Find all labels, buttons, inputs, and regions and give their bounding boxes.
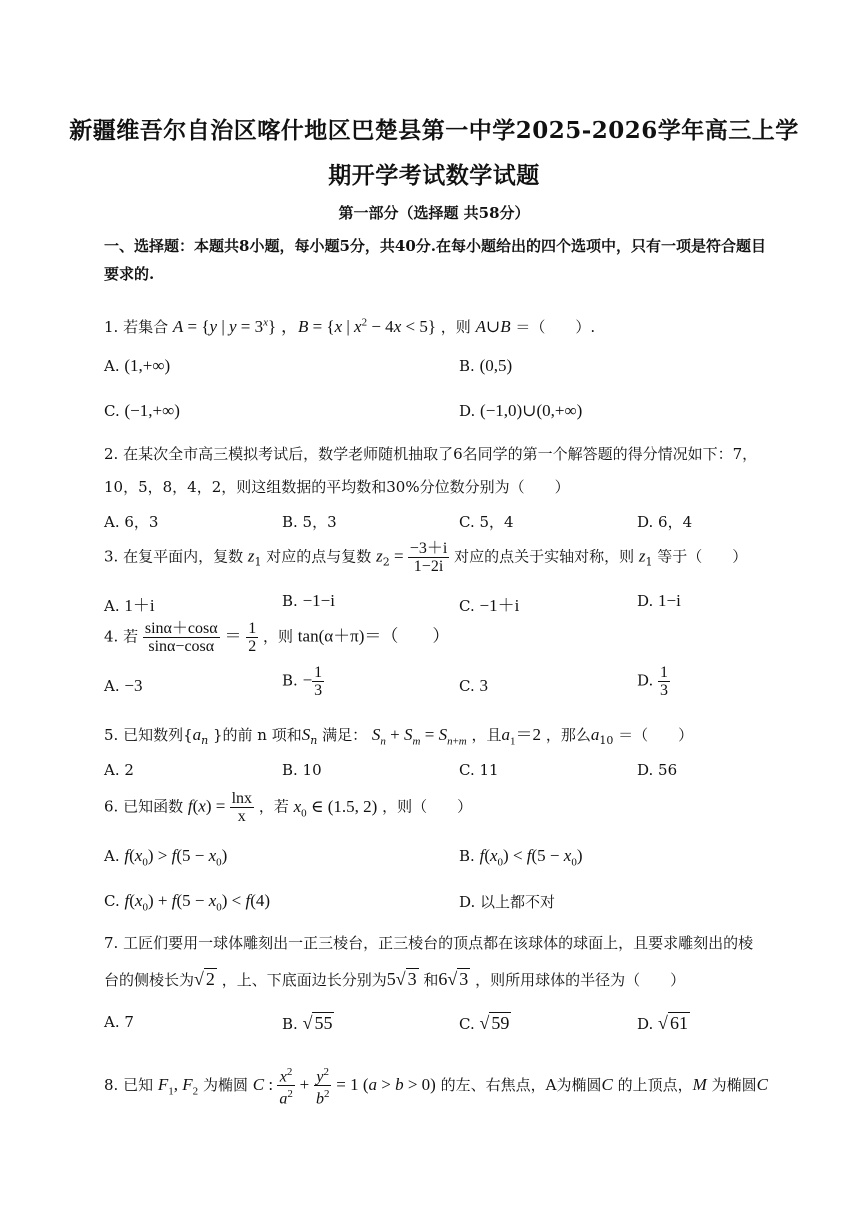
q6-option-c: C. $f(x_0) + f(5 - x_0) < f(4)$ — [104, 891, 271, 914]
q3-option-c: C. −1＋i — [459, 596, 520, 615]
exam-title-line2: 期开学考试数学试题 — [328, 162, 540, 189]
q7-option-a: A. 7 — [104, 1013, 134, 1031]
q3-option-d: D. 1−i — [637, 591, 681, 610]
question-7-line2: 台的侧棱长为√ 2 ，上、下底面边长分别为5√ 3 和6√ 3 ，则所用球体的半径为（ ） — [104, 969, 686, 989]
question-8: 8. 已知 $F_1$, $F_2$ 为椭圆 C : $\frac{x^2}{a^2}$ + $\frac{y^2}{b^2}$ = 1 (a > b > 0) 的左、右焦点，A为椭圆C 的上顶点，M 为椭圆C — [104, 1066, 768, 1108]
exam-title-line1: 新疆维吾尔自治区喀什地区巴楚县第一中学2025-2026学年高三上学 — [69, 117, 799, 144]
q6-option-d: D. 以上都不对 — [459, 893, 556, 911]
q2-option-d: D. 6，4 — [637, 513, 693, 531]
q3-option-b: B. −1−i — [282, 591, 335, 610]
half-fraction: $\frac{1}{2}$ — [248, 620, 257, 655]
q4-option-b: B. − $\frac{1}{3}$ — [282, 664, 323, 699]
question-2-line2: 10，5，8，4，2，则这组数据的平均数和30%分位数分别为（ ） — [104, 478, 570, 496]
question-2-line1: 2. 在某次全市高三模拟考试后，数学老师随机抽取了6名同学的第一个解答题的得分情况如下：7， — [104, 445, 758, 463]
q4-option-d: D. $\frac{1}{3}$ — [637, 664, 669, 699]
question-6: 6. 已知函数 f(x) = $\frac{\ln x}{x}$ ，若 $x_0$ ∈ (1.5, 2) ，则（ ） — [104, 790, 473, 825]
q4-option-c: C. 3 — [459, 676, 488, 695]
q3-option-a: A. 1＋i — [104, 596, 155, 615]
q2-option-a: A. 6，3 — [104, 513, 159, 531]
question-1: 1. 若集合 A = {y | $y = 3^x$} ，B = {x | $x^2 - 4x < 5$} ，则 A∪B ＝（ ）. — [104, 316, 596, 336]
q1-option-a: A. (1,+∞) — [104, 356, 171, 375]
set-a-definition: A = {y | $y = 3^x$} — [172, 316, 277, 336]
set-b-definition: ，B = {x | $x^2 - 4x < 5$} — [280, 316, 436, 336]
question-7-line1: 7. 工匠们要用一球体雕刻出一正三棱台，正三棱台的顶点都在该球体的球面上，且要求雕刻出的棱 — [104, 934, 754, 952]
q5-option-a: A. 2 — [104, 761, 134, 779]
q6-option-a: A. $f(x_0) > f(5 - x_0)$ — [104, 846, 228, 869]
q5-option-c: C. 11 — [459, 761, 499, 779]
lnx-fraction: $\frac{\ln x}{x}$ — [231, 790, 253, 825]
q5-option-d: D. 56 — [637, 761, 678, 779]
question-4: 4. 若 $\frac{\sin\alpha+\cos\alpha}{\sin\alpha-\cos\alpha}$ ＝ $\frac{1}{2}$ ，则 tan(α＋π)＝（ ） — [104, 620, 450, 655]
sin-cos-fraction: $\frac{\sin\alpha+\cos\alpha}{\sin\alpha-\cos\alpha}$ — [144, 620, 218, 655]
q7-option-c: C. √ 59 — [459, 1013, 510, 1033]
q7-option-d: D. √ 61 — [637, 1013, 688, 1033]
section-heading: 一、选择题：本题共8小题，每小题5分，共40分.在每小题给出的四个选项中，只有一项是符合题目要求的. — [104, 237, 766, 283]
q5-option-b: B. 10 — [282, 761, 322, 779]
q6-option-b: B. $f(x_0) < f(5 - x_0)$ — [459, 846, 583, 869]
question-5: 5. 已知数列{$a_n$ }的前 n 项和$S_n$ 满足： $S_n + S_m = S_{n+m}$ ，且$a_1=2$ ，那么$a_{10}$ ＝（ ） — [104, 725, 694, 748]
question-3: 3. 在复平面内，复数 $z_1$ 对应的点与复数 $z_2$ = $\frac{-3+i}{1-2i}$ 对应的点关于实轴对称，则 $z_1$ 等于（ ） — [104, 540, 748, 575]
q1-option-d: D. (−1,0)∪(0,+∞) — [459, 401, 583, 420]
q4-option-a: A. −3 — [104, 676, 143, 695]
q1-option-b: B. (0,5) — [459, 356, 513, 375]
q2-option-c: C. 5，4 — [459, 513, 514, 531]
q7-option-b: B. √ 55 — [282, 1013, 333, 1033]
q1-option-c: C. (−1,+∞) — [104, 401, 180, 420]
q2-option-b: B. 5，3 — [282, 513, 337, 531]
z2-fraction: $\frac{-3+i}{1-2i}$ — [409, 540, 448, 575]
part-heading: 第一部分（选择题 共58分） — [338, 204, 530, 222]
